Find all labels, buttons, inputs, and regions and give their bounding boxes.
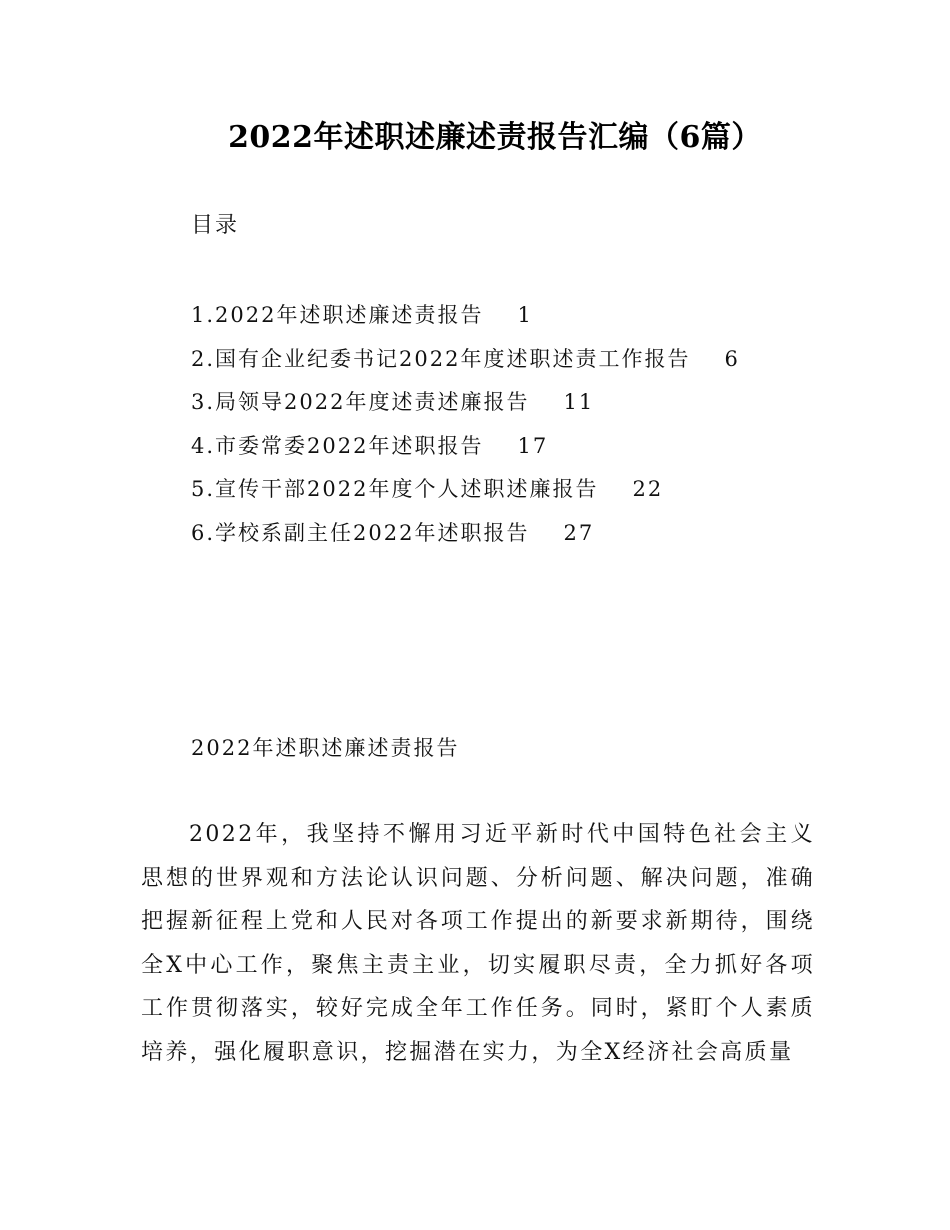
- toc-entry-label: 3.局领导2022年度述责述廉报告: [191, 390, 530, 414]
- toc-entry-page: 22: [632, 477, 664, 501]
- toc-entry[interactable]: [191, 512, 740, 556]
- toc-entry-label: 6.学校系副主任2022年述职报告: [191, 520, 530, 545]
- toc-entry-label: 2.国有企业纪委书记2022年度述职述责工作报告: [191, 346, 691, 371]
- toc-entry[interactable]: [191, 294, 740, 338]
- toc-heading: 目录: [191, 213, 240, 238]
- toc-entry-page: 11: [563, 390, 595, 414]
- toc-entry-page: 17: [517, 433, 549, 458]
- toc-entry-label: 4.市委常委2022年述职报告: [191, 433, 484, 458]
- section-heading: 2022年述职述廉述责报告: [191, 736, 460, 760]
- table-of-contents: [191, 294, 740, 555]
- toc-entry-page: 27: [563, 520, 595, 545]
- toc-entry-label: 1.2022年述职述廉述责报告: [191, 303, 484, 327]
- toc-entry[interactable]: [191, 468, 740, 512]
- toc-entry[interactable]: [191, 338, 740, 382]
- toc-entry[interactable]: [191, 381, 740, 425]
- document-title: 2022年述职述廉述责报告汇编（6篇）: [228, 120, 762, 155]
- body-paragraph: 2022年，我坚持不懈用习近平新时代中国特色社会主义思想的世界观和方法论认识问题、分析问题、解决问题，准确把握新征程上党和人民对各项工作提出的新要求新期待，围绕全X中心工作，聚焦主责主业，切实履职尽责，全力抓好各项工作贯彻落实，较好完成全年工作任务。同时，紧盯个人素质培养，强化履职意识，挖掘潜在实力，为全X经济社会高质量: [141, 822, 815, 1065]
- toc-entry-page: 6: [724, 346, 740, 371]
- toc-entry[interactable]: [191, 425, 740, 469]
- toc-entry-label: 5.宣传干部2022年度个人述职述廉报告: [191, 477, 599, 501]
- toc-entry-page: 1: [517, 303, 533, 327]
